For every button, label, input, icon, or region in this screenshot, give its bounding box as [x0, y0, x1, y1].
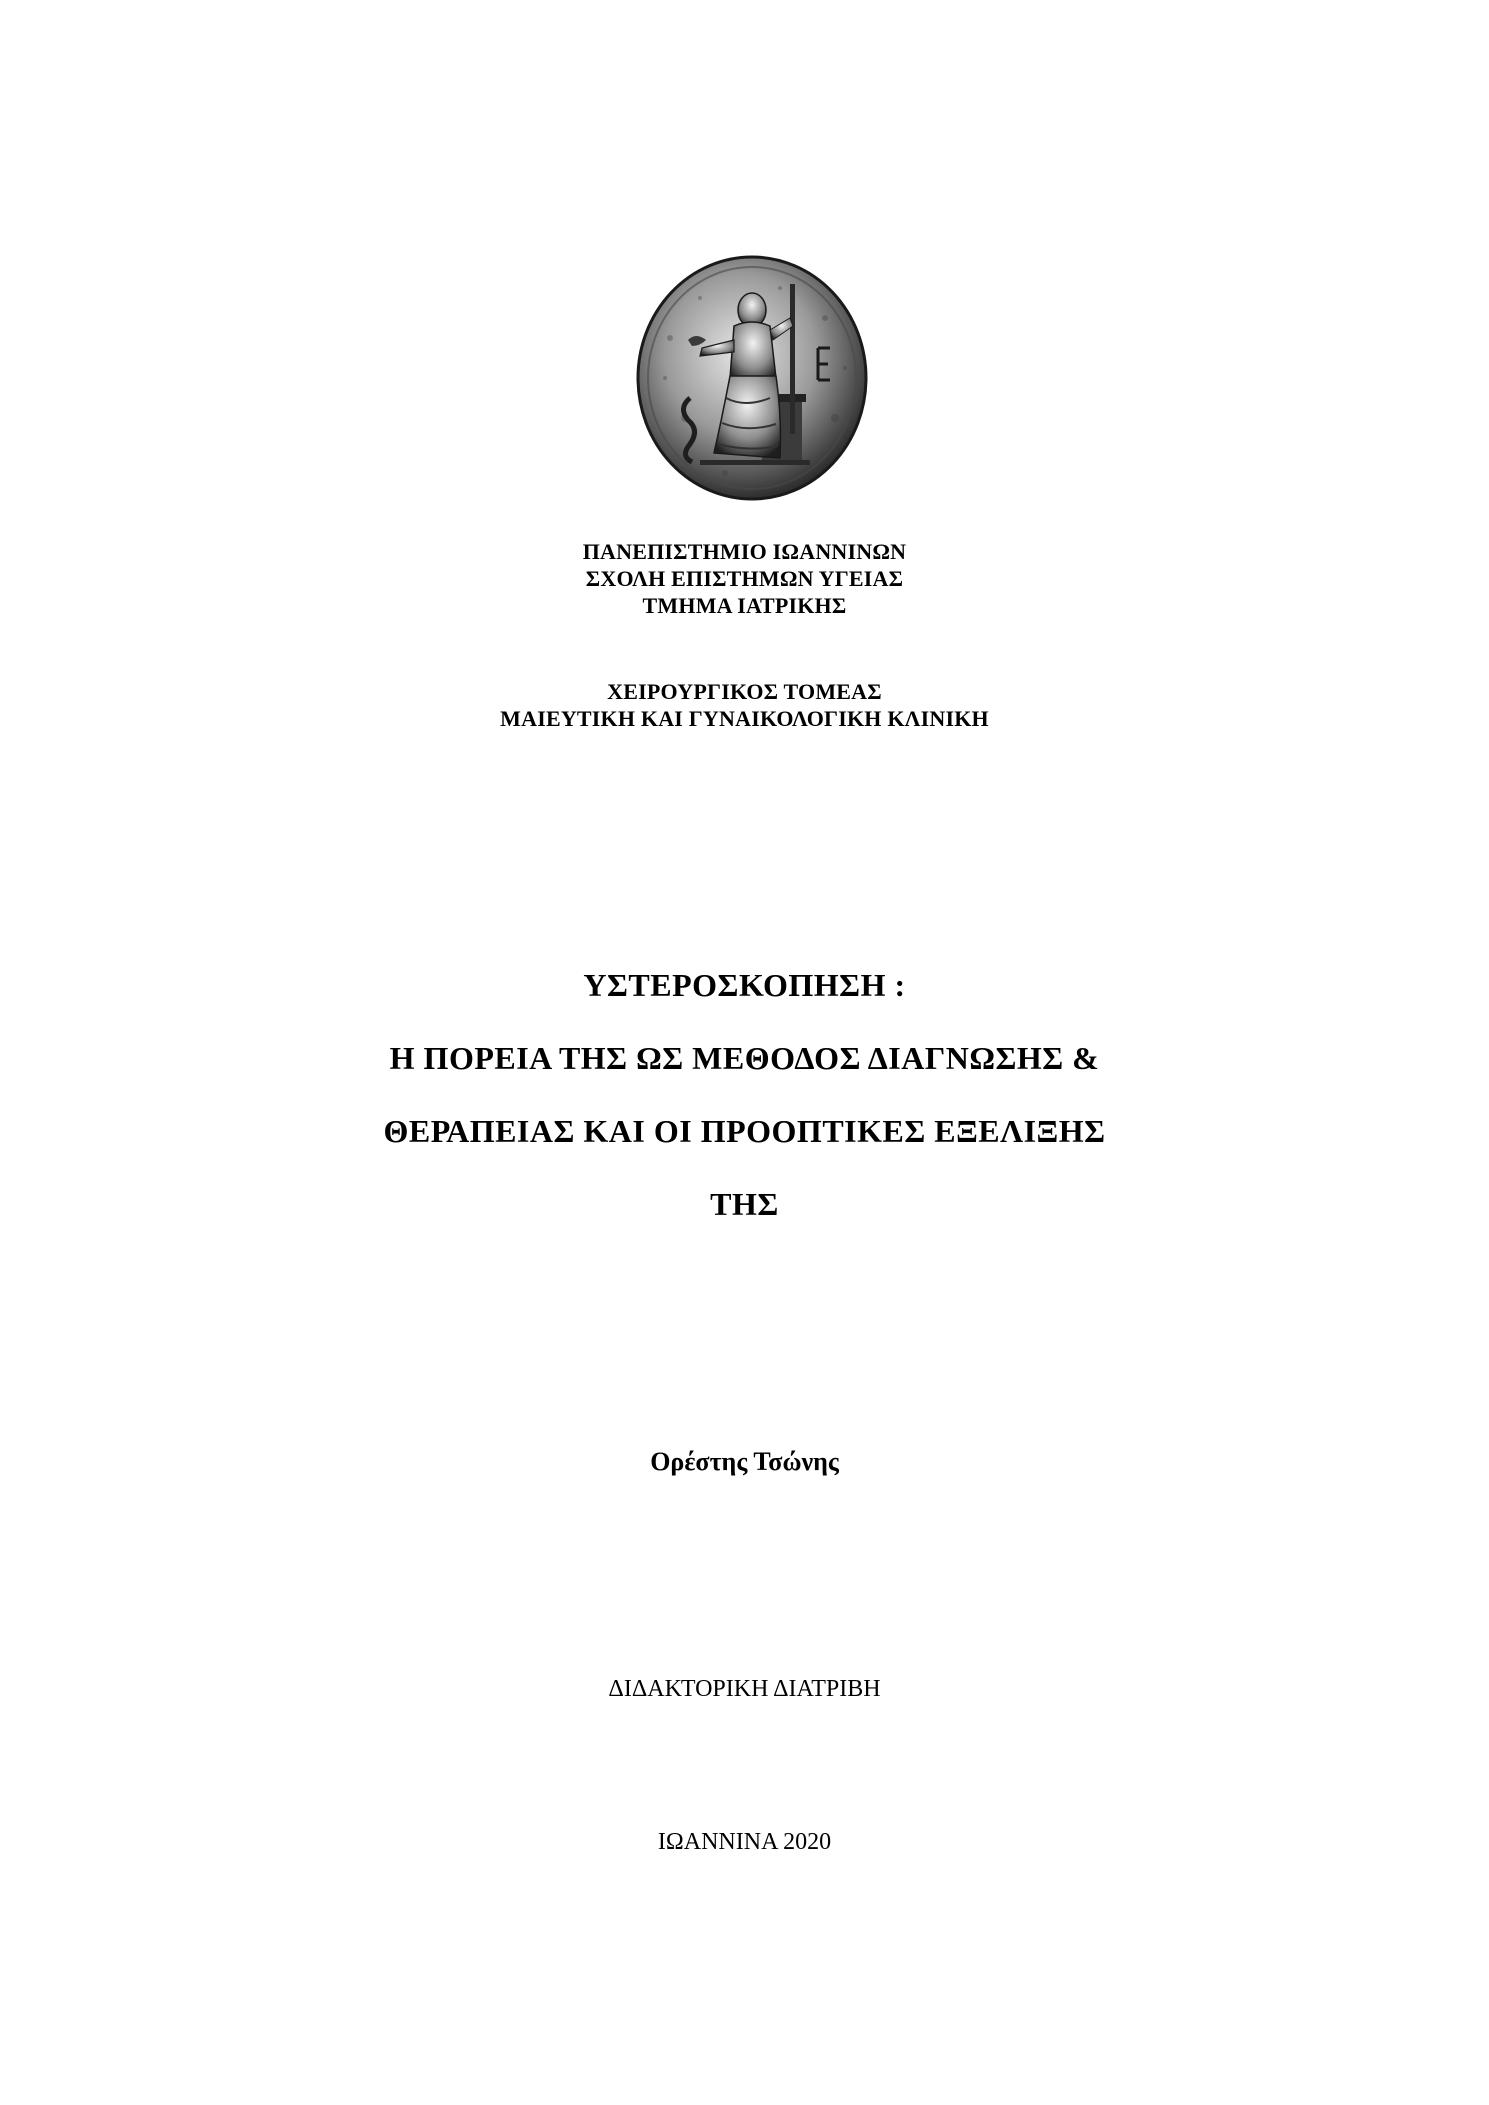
- school-name: ΣΧΟΛΗ ΕΠΙΣΤΗΜΩΝ ΥΓΕΙΑΣ: [585, 566, 904, 591]
- university-name: ΠΑΝΕΠΙΣΤΗΜΙΟ ΙΩΑΝΝΙΝΩΝ: [582, 539, 907, 564]
- clinic-name: ΜΑΙΕΥΤΙΚΗ ΚΑΙ ΓΥΝΑΙΚΟΛΟΓΙΚΗ ΚΛΙΝΙΚΗ: [500, 706, 989, 731]
- document-type: ΔΙΔΑΚΤΟΡΙΚΗ ΔΙΑΤΡΙΒΗ: [608, 1676, 881, 1702]
- thesis-title: [0, 949, 1489, 1241]
- author-name: Ορέστης Τσώνης: [650, 1447, 839, 1476]
- title-line: ΘΕΡΑΠΕΙΑΣ ΚΑΙ ΟΙ ΠΡΟΟΠΤΙΚΕΣ ΕΞΕΛΙΞΗΣ: [383, 1113, 1106, 1149]
- title-line: ΤΗΣ: [710, 1186, 779, 1222]
- division-block: [0, 678, 1489, 732]
- department-name: ΤΜΗΜΑ ΙΑΤΡΙΚΗΣ: [642, 593, 847, 618]
- sector-name: ΧΕΙΡΟΥΡΓΙΚΟΣ ΤΟΜΕΑΣ: [607, 679, 882, 704]
- place-and-year: ΙΩΑΝΝΙΝΑ 2020: [657, 1829, 832, 1855]
- institution-block: [0, 538, 1489, 619]
- title-line: Η ΠΟΡΕΙΑ ΤΗΣ ΩΣ ΜΕΘΟΔΟΣ ΔΙΑΓΝΩΣΗΣ &: [389, 1040, 1100, 1076]
- title-line: ΥΣΤΕΡΟΣΚΟΠΗΣΗ :: [583, 967, 906, 1003]
- coin-seal-icon: [630, 248, 880, 508]
